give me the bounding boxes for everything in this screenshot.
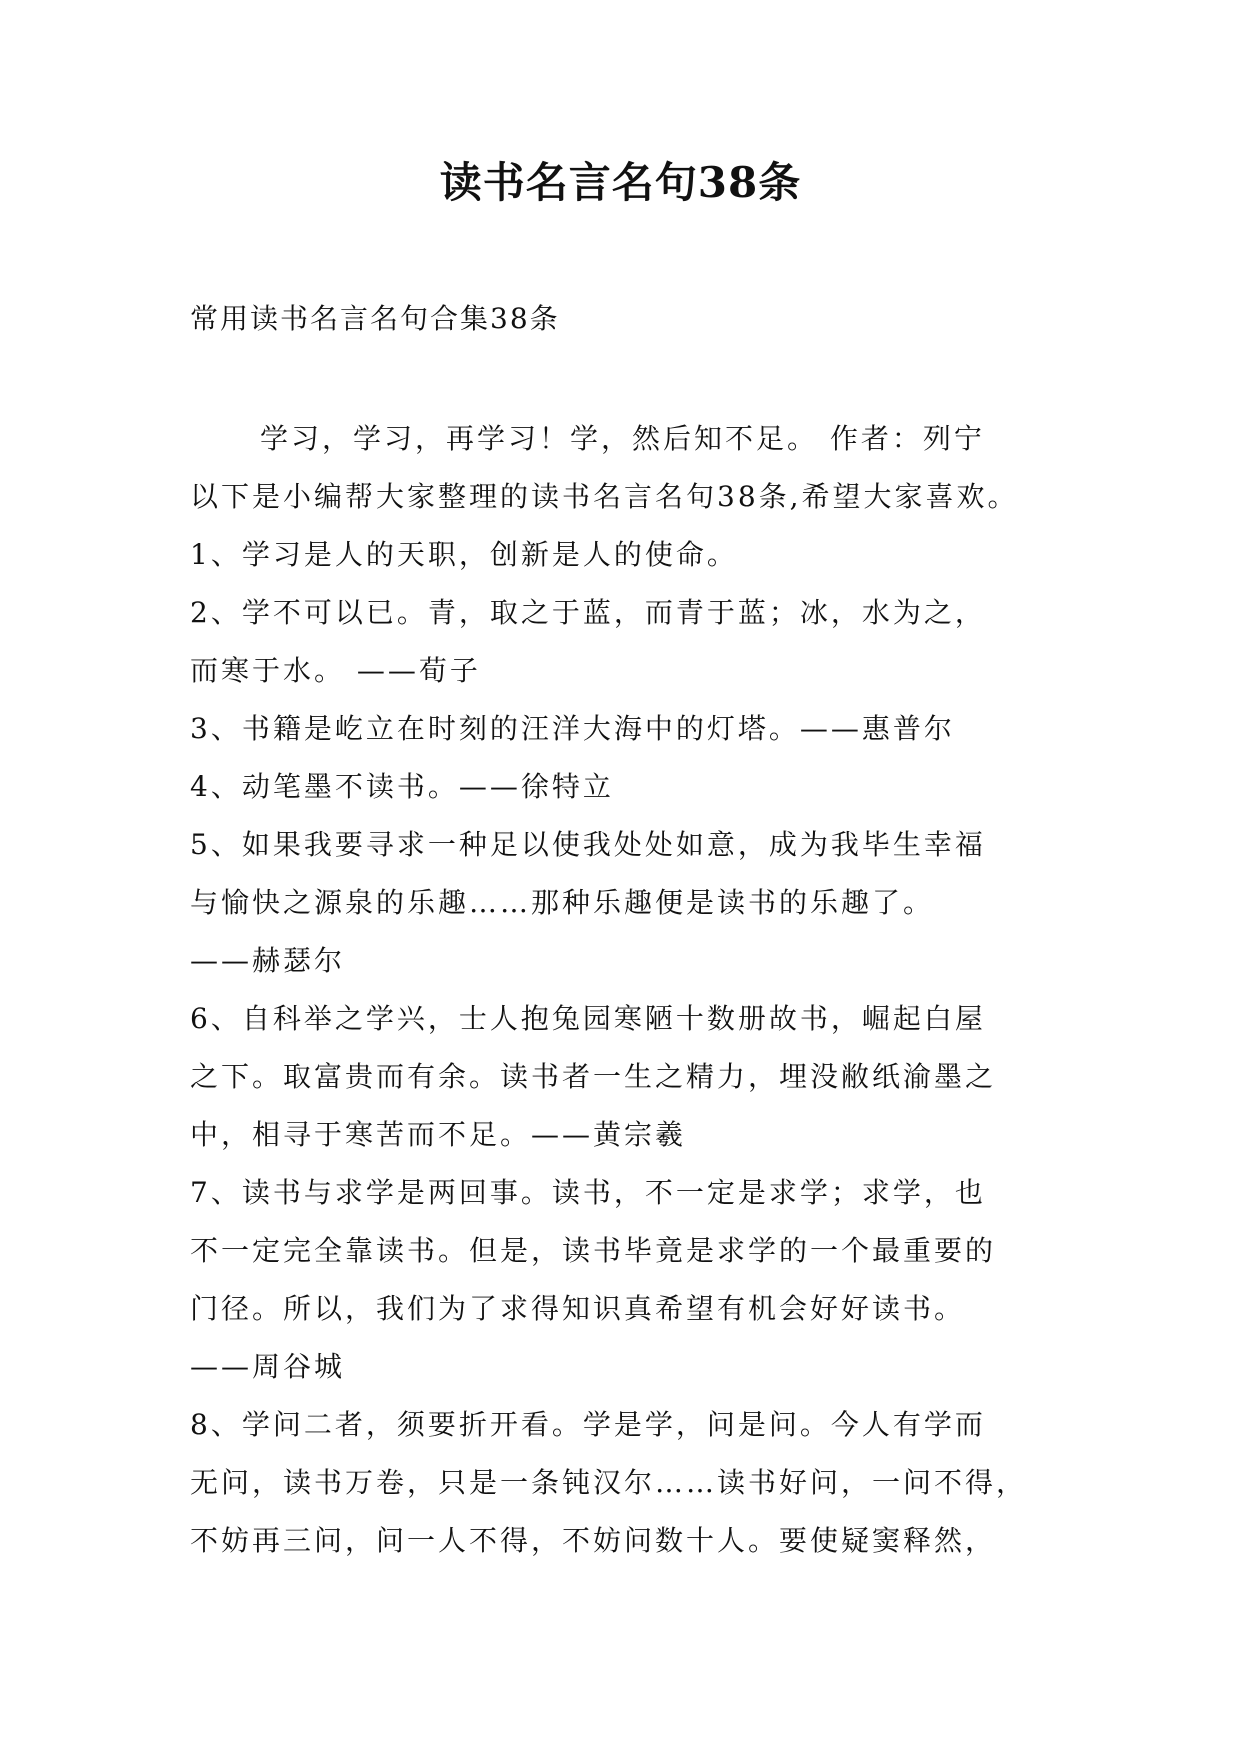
quote-line: ——周谷城	[190, 1350, 346, 1383]
quote-line: 7、读书与求学是两回事。读书，不一定是求学；求学，也	[190, 1176, 986, 1209]
document-title: 读书名言名句38条	[439, 158, 802, 207]
quote-line: 4、动笔墨不读书。——徐特立	[190, 770, 614, 803]
quote-line: 无问，读书万卷，只是一条钝汉尔……读书好问，一问不得，	[190, 1466, 1028, 1499]
quote-line: 不妨再三问，问一人不得，不妨问数十人。要使疑窦释然，	[190, 1524, 997, 1557]
quote-line: 门径。所以，我们为了求得知识真希望有机会好好读书。	[190, 1292, 966, 1325]
document-body	[190, 410, 1070, 1570]
quote-line: 6、自科举之学兴，士人抱兔园寒陋十数册故书，崛起白屋	[190, 1002, 986, 1035]
quote-line: 与愉快之源泉的乐趣……那种乐趣便是读书的乐趣了。	[190, 886, 935, 919]
document-subtitle: 常用读书名言名句合集38条	[190, 302, 560, 335]
quote-line: 1、学习是人的天职，创新是人的使命。	[190, 538, 738, 571]
quote-line: 2、学不可以已。青，取之于蓝，而青于蓝；冰，水为之，	[190, 596, 986, 629]
quote-line: 中，相寻于寒苦而不足。——黄宗羲	[190, 1118, 687, 1151]
quote-line: 而寒于水。 ——荀子	[190, 654, 481, 687]
quote-line: 8、学问二者，须要折开看。学是学，问是问。今人有学而	[190, 1408, 986, 1441]
quote-line: ——赫瑟尔	[190, 944, 346, 977]
quote-line: 5、如果我要寻求一种足以使我处处如意，成为我毕生幸福	[190, 828, 986, 861]
quote-line: 之下。取富贵而有余。读书者一生之精力，埋没敝纸渝墨之	[190, 1060, 997, 1093]
paragraph-line: 学习，学习，再学习！学，然后知不足。 作者：列宁	[260, 422, 985, 455]
paragraph-line: 以下是小编帮大家整理的读书名言名句38条,希望大家喜欢。	[190, 480, 1019, 513]
quote-line: 3、书籍是屹立在时刻的汪洋大海中的灯塔。——惠普尔	[190, 712, 955, 745]
quote-line: 不一定完全靠读书。但是，读书毕竟是求学的一个最重要的	[190, 1234, 997, 1267]
